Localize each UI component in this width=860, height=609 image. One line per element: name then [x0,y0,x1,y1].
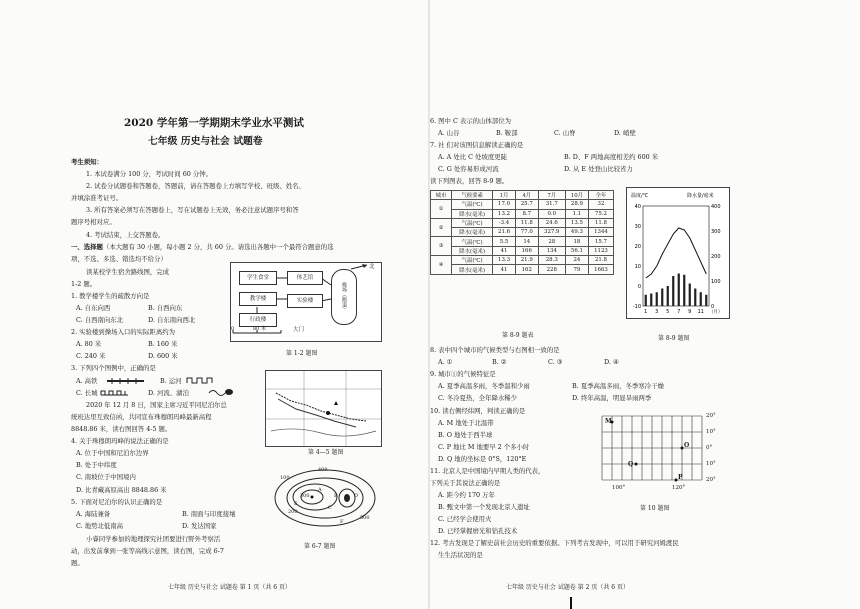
table-cell: 75.2 [588,209,613,218]
north-arrow-label: 北 [369,264,375,270]
point-label: B [334,493,338,499]
city-cell: ① [431,200,452,219]
question-10: 10. 读右侧经纬网，判读正确的是 [430,407,526,415]
canteen-box: 学生食堂 [239,271,277,285]
table-cell: 5.5 [493,237,516,246]
section-1-header: 一、选择题（本大题有 30 小题，每小题 2 分，共 60 分。请选出各题中一个最符合题意的选 [71,243,334,251]
point-o: O [684,442,690,449]
option-9b: B. 夏季高温多雨，冬季寒冷干燥 [572,382,664,390]
option-8c: C. ③ [548,358,563,366]
table-cell: 24.6 [538,218,565,227]
figure-caption: 第 1-2 题图 [286,350,318,357]
month-tick-label: 11 [697,309,704,315]
passage-line: 动，出发前拿到一张等高线示意图，读右图，完成 6-7 [71,547,224,555]
option-5b: B. 南面与印度接壤 [182,510,236,518]
table-cell: 气温(℃) [452,218,493,227]
table-cell: 17.0 [493,200,516,209]
temp-tick-label: 40 [634,204,641,210]
option-10d: D. Q 地的坐标是 0°S，120°E [438,455,527,463]
precip-bar [667,286,669,306]
table-cell: 32 [588,200,613,209]
option-3a: A. 高铁 [76,377,98,385]
temperature-line [646,228,707,278]
passage-line: 小睿同学参加的地理探究社团要进行野外考察活 [86,535,221,543]
table-header-cell: 1月 [493,191,516,200]
contour-label: 400 [318,467,328,473]
gate-label: 大门 [293,327,305,333]
table-row [431,237,614,246]
climate-chart [626,187,730,319]
option-8b: B. ② [492,358,507,366]
precip-bar [650,294,652,307]
table-row [431,218,614,227]
city-cell: ② [431,218,452,237]
precip-tick-label: 400 [711,204,721,210]
left-axis-title: 温度/℃ [631,193,649,199]
notice-heading: 考生须知： [71,158,103,166]
table-cell: 1123 [588,246,613,255]
precip-bar [689,284,691,307]
notice-line: 题序号相对应。 [71,218,116,226]
figure-caption: 第 4—5 题图 [308,449,344,456]
table-cell: 13.3 [493,256,516,265]
table-cell: 降水(毫米) [452,265,493,274]
table-cell: 1.1 [565,209,588,218]
table-cell: 1663 [588,265,613,274]
month-tick-label: 9 [688,309,692,315]
table-row [431,209,614,218]
option-7b: B. D、F 两地高度相差约 600 米 [564,153,659,161]
point-m: M [605,418,612,425]
precip-bar [656,292,658,306]
option-9a: A. 夏季高温多雨，冬季温和少雨 [438,382,530,390]
temp-tick-label: 20 [634,244,641,250]
exam-page-1 [0,0,428,609]
table-cell: 134 [538,246,565,255]
option-6a: A. 山谷 [438,129,460,137]
question-12-cont: 生生活状况的是 [438,551,483,559]
option-6b: B. 鞍部 [496,129,518,137]
precip-tick-label: 100 [711,279,721,285]
precip-bar [672,276,674,306]
question-6: 6. 图中 C 表示的山体部位为 [430,117,511,125]
table-cell: 气温(℃) [452,200,493,209]
option-7d: D. 从 E 处登山比较省力 [564,165,633,173]
option-1c: C. 自西南向东北 [76,316,124,324]
longitude-label: 100° [612,485,626,491]
table-cell: 降水(毫米) [452,228,493,237]
page-footer: 七年级 历史与社会 试题卷 第 2 页（共 6 页） [506,584,629,591]
gym-box: 体艺馆 [287,271,323,285]
notice-line: 1. 本试卷满分 100 分，考试时间 60 分钟。 [86,170,213,178]
table-cell: 228 [538,265,565,274]
point-label: E [294,501,298,507]
table-cell: 166 [515,246,538,255]
question-8: 8. 表中四个城市的气候类型与右图相一致的是 [430,346,560,354]
table-cell: 24 [565,256,588,265]
question-11: 11. 北京人是中国境内早期人类的代表， [430,467,545,475]
point-label: D [354,493,359,499]
table-cell: 28.9 [565,200,588,209]
table-cell: 77.0 [515,228,538,237]
table-cell: 31.7 [538,200,565,209]
option-9c: C. 冬冷夏热，全年降水稀少 [438,394,518,402]
latitude-label: 20° [706,477,716,483]
option-2c: C. 240 米 [76,352,106,360]
temp-tick-label: 10 [634,264,641,270]
table-header-cell: 10月 [565,191,588,200]
option-4c: C. 南坡位于中国境内 [76,473,136,481]
table-cell: 降水(毫米) [452,209,493,218]
contour-label: 500 [360,515,370,521]
question-intro: 读下列图表，回答 8-9 题。 [430,177,509,185]
precip-bar [683,275,685,306]
table-cell: 162 [515,265,538,274]
x-axis-unit: （月） [709,310,723,315]
point-q: Q [628,461,634,468]
precip-bar [661,289,663,307]
month-tick-label: 3 [655,309,659,315]
passage-line: 8848.86 米，读右图回答 4-5 题。 [71,425,172,433]
table-cell: 21.8 [588,256,613,265]
passage-line: 题。 [71,559,84,567]
table-header-cell: 全年 [588,191,613,200]
point-label: C [328,505,332,511]
table-cell: 8.7 [515,209,538,218]
precip-bar [645,295,647,306]
option-8a: A. ① [438,358,453,366]
table-cell: 11.8 [515,218,538,227]
table-cell: 41 [493,265,516,274]
city-cell: ④ [431,256,452,275]
option-4b: B. 处于中纬度 [76,461,117,469]
option-11b: B. 甄文中第一个发现北京人遗址 [438,503,530,511]
plot-frame [643,206,709,306]
scale-label: 80 米 [253,326,266,332]
section-1-desc-2: 项，不选、多选、错选均不给分） [71,255,167,263]
option-5d: D. 发达国家 [182,522,217,530]
option-7c: C. G 处容易形成河流 [438,165,499,173]
latitude-label: 10° [706,429,716,435]
wall-legend-icon [100,389,130,397]
exam-subtitle: 七年级 历史与社会 试题卷 [148,136,263,147]
option-1b: B. 自西向东 [148,304,183,312]
table-cell: 1344 [588,228,613,237]
section-1-title: 一、选择题 [71,243,103,251]
lab-building-box: 实验楼 [287,294,323,308]
question-9: 9. 城市①的气候特征是 [430,370,496,378]
question-intro: 读某校学生宿舍路线图，完成 [86,268,170,276]
option-8d: D. ④ [604,358,619,366]
option-9d: D. 终年高温，明显旱雨两季 [572,394,652,402]
table-cell: 28.3 [538,256,565,265]
passage-line: 2020 年 12 月 8 日，国家主席习近平同尼泊尔总 [86,401,227,409]
exam-title: 2020 学年第一学期期末学业水平测试 [124,117,304,129]
option-1a: A. 自东向西 [76,304,111,312]
table-cell: 气温(℃) [452,256,493,265]
question-5: 5. 下面对尼泊尔的认识正确的是 [71,498,163,506]
point-p: P [678,474,683,481]
point-label: F [340,519,344,525]
scan-mark [570,597,572,609]
table-cell: 15.7 [588,237,613,246]
figure-caption: 第 6-7 题图 [304,543,336,550]
month-tick-label: 7 [677,309,681,315]
table-header-cell: 4月 [515,191,538,200]
table-header-cell: 城市 [431,191,452,200]
table-cell: 79 [565,265,588,274]
precip-bar [700,292,702,306]
option-1d: D. 自东南向西北 [148,316,196,324]
sports-field: 操场（跑道） [331,269,357,325]
table-header-cell: 7月 [538,191,565,200]
admin-building-box: 行政楼 [239,313,277,327]
table-cell: 0.0 [538,209,565,218]
latitude-label: 0° [706,445,713,451]
contour-label: 200 [288,509,298,515]
table-cell: 327.9 [538,228,565,237]
temp-tick-label: 30 [634,224,641,230]
notice-line: 3. 所有答案必须写在答题卷上，写在试题卷上无效，务必注意试题序号和答 [86,206,299,214]
option-11a: A. 距今约 170 万年 [438,491,495,499]
table-cell: -3.4 [493,218,516,227]
point-label: A [318,487,322,493]
table-header-row [431,191,614,200]
table-row [431,200,614,209]
latitude-label: 10° [706,461,716,467]
precip-bar [694,289,696,307]
table-cell: 28 [538,237,565,246]
table-cell: 13.2 [493,209,516,218]
question-intro: 1-2 题。 [71,280,97,288]
table-cell: 21.6 [493,228,516,237]
figure-caption: 第 10 题图 [640,505,670,512]
option-3c: C. 长城 [76,389,98,397]
table-cell: 降水(毫米) [452,246,493,255]
figure-caption: 第 8-9 题图 [658,335,690,342]
table-cell: 气温(℃) [452,237,493,246]
table-row [431,228,614,237]
option-2b: B. 160 米 [148,340,178,348]
contour-map [270,462,380,534]
notice-line: 并填涂准考证号。 [71,194,123,202]
table-cell: 41 [493,246,516,255]
table-caption: 第 8-9 题表 [502,332,534,339]
notice-line: 2. 试卷分试题卷和答题卷，答题前，请在答题卷上方填写学校、班级、姓名、 [86,182,306,190]
right-axis-title: 降水量/毫米 [687,193,714,199]
option-4d: D. 比青藏高原高出 8848.86 米 [76,486,167,494]
table-cell: 14 [515,237,538,246]
option-5a: A. 海陆兼备 [76,510,111,518]
passage-line: 统班达里互致信函，共同宣布珠穆朗玛峰最新高程 [71,413,212,421]
table-header-cell: 气候要素 [452,191,493,200]
option-6d: D. 峭壁 [614,129,636,137]
question-3: 3. 下列四个图例中，正确的是 [71,364,156,372]
question-1: 1. 教学楼学生的疏散方向是 [71,292,150,300]
page-footer: 七年级 历史与社会 试题卷 第 1 页（共 6 页） [168,584,291,591]
temp-tick-label: 0 [637,284,641,290]
question-12: 12. 考古发现是了解史前社会历史的重要依据。下列考古发现中，可以用于研究河姆渡民 [430,539,679,547]
option-3b: B. 运河 [160,377,182,385]
railway-legend-icon [106,377,146,385]
nepal-border-map [266,371,381,446]
option-7a: A. A 处比 C 处坡度更陡 [438,153,508,161]
contour-label: 300 [300,493,310,499]
graticule-map [598,412,724,492]
temp-tick-label: -10 [632,304,641,310]
longitude-label: 120° [672,485,686,491]
table-cell: 56.1 [565,246,588,255]
month-tick-label: 1 [644,309,648,315]
campus-map [230,262,382,342]
exam-page-2 [430,0,860,609]
climate-chart-svg [627,188,729,318]
latitude-label: 20° [706,413,716,419]
precip-bar [678,274,680,307]
option-5c: C. 地势北低南高 [76,522,124,530]
table-cell: 11.8 [588,218,613,227]
section-1-desc: 本大题有 30 小题，每小题 2 分，共 60 分。请选出各题中一个最符合题意的选 [109,243,334,251]
precip-tick-label: 300 [711,229,721,235]
table-cell: 49.3 [565,228,588,237]
option-11d: D. 已经掌握磨光和钻孔技术 [438,527,518,535]
question-11-cont: 下列关于其说法正确的是 [430,479,501,487]
table-row [431,265,614,274]
question-7: 7. 社 们对该图信息解读正确的是 [430,141,524,149]
table-cell: 21.9 [515,256,538,265]
question-4: 4. 关于珠穆朗玛峰的说法正确的是 [71,437,169,445]
table-cell: 18 [565,237,588,246]
canal-legend-icon [186,376,216,385]
precip-tick-label: 0 [711,304,715,310]
option-10b: B. O 地处于西半球 [438,431,493,439]
table-row [431,246,614,255]
precip-tick-label: 200 [711,254,721,260]
city-cell: ③ [431,237,452,256]
notice-line: 4. 考试结束，上交答题卷。 [86,231,165,239]
option-2d: D. 600 米 [148,352,178,360]
table-row [431,256,614,265]
table-cell: 25.7 [515,200,538,209]
scale-zero: 0 [231,326,235,332]
option-10a: A. M 地处于北温带 [438,419,494,427]
table-cell: 13.5 [565,218,588,227]
option-11c: C. 已经学会使用火 [438,515,492,523]
question-2: 2. 实验楼到操场入口的实际距离约为 [71,328,175,336]
teaching-building-box: 教学楼 [239,292,277,306]
option-2a: A. 80 米 [76,340,102,348]
option-6c: C. 山脊 [554,129,576,137]
contour-label: 100 [280,475,290,481]
option-3d: D. 河流、湖泊 [148,389,189,397]
climate-table [430,190,614,275]
nepal-map [265,370,382,447]
river-lake-legend-icon [208,387,234,397]
precip-bar [705,295,707,306]
option-4a: A. 位于中国和尼泊尔边界 [76,449,149,457]
option-10c: C. P 地比 M 地要早 2 个多小时 [438,443,530,451]
month-tick-label: 5 [666,309,670,315]
